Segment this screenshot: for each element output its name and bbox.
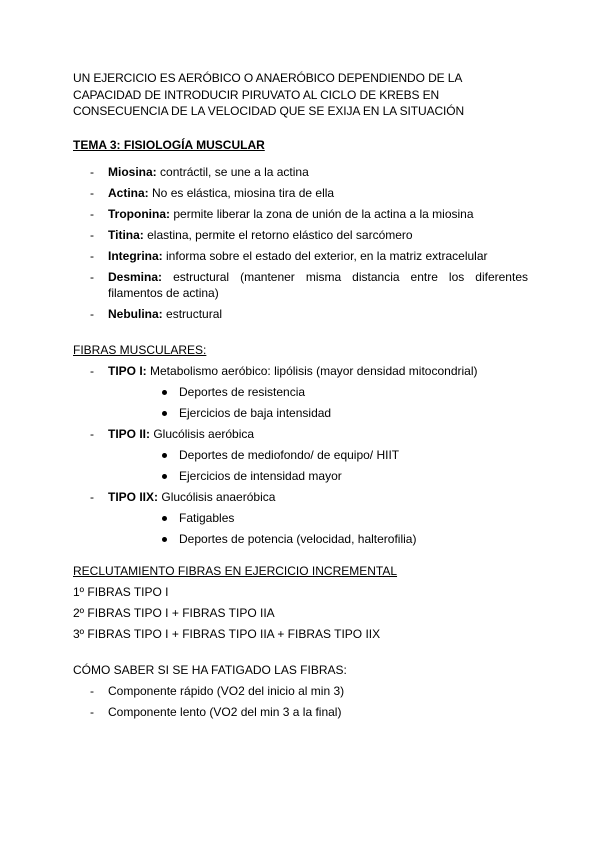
list-item	[73, 269, 528, 301]
list-item	[73, 227, 528, 243]
term: Desmina:	[108, 269, 163, 284]
section-heading-fatiga: CÓMO SABER SI SE HA FATIGADO LAS FIBRAS:	[73, 662, 347, 677]
reclutamiento-lines	[73, 584, 528, 642]
sub-list-item: Deportes de resistencia	[108, 384, 528, 400]
list-item	[73, 164, 528, 180]
description: permite liberar la zona de unión de la actina a la miosina	[173, 206, 474, 221]
term: Miosina:	[108, 164, 157, 179]
description: elastina, permite el retorno elástico del sarcómero	[147, 227, 413, 242]
description: No es elástica, miosina tira de ella	[152, 185, 335, 200]
list-item: - Componente lento (VO2 del min 3 a la final)	[73, 704, 528, 720]
term: Nebulina:	[108, 306, 163, 321]
description: Glucólisis anaeróbica	[161, 489, 276, 504]
term: Titina:	[108, 227, 144, 242]
text-line: 1º FIBRAS TIPO I	[73, 584, 169, 599]
list-item	[73, 206, 528, 222]
list-item	[73, 363, 528, 421]
intro-paragraph: UN EJERCICIO ES AERÓBICO O ANAERÓBICO DEPENDIENDO DE LA CAPACIDAD DE INTRODUCIR PIRUVATO AL CICLO DE KREBS EN CONSECUENCIA DE LA VELOCIDAD QUE SE EXIJA EN LA SITUACIÓN	[73, 71, 465, 118]
description-continued: filamentos de actina)	[108, 285, 219, 300]
description: contráctil, se une a la actina	[160, 164, 309, 179]
list-item	[73, 489, 528, 547]
list-item	[73, 185, 528, 201]
description: Metabolismo aeróbico: lipólisis (mayor densidad mitocondrial)	[150, 363, 478, 378]
term: Troponina:	[108, 206, 170, 221]
list-item: - Componente rápido (VO2 del inicio al min 3)	[73, 683, 528, 699]
sub-list-item: Deportes de potencia (velocidad, halterofilia)	[108, 531, 528, 547]
text-line: 2º FIBRAS TIPO I + FIBRAS TIPO IIA	[73, 605, 275, 620]
term: TIPO IIX:	[108, 489, 159, 504]
sub-list-item: Deportes de mediofondo/ de equipo/ HIIT	[108, 447, 528, 463]
term: TIPO II:	[108, 426, 150, 441]
protein-list	[73, 164, 528, 322]
text-line: 3º FIBRAS TIPO I + FIBRAS TIPO IIA + FIBRAS TIPO IIX	[73, 626, 381, 641]
section-heading-fibras: FIBRAS MUSCULARES:	[73, 342, 207, 357]
sub-list	[108, 510, 528, 547]
description: estructural	[166, 306, 223, 321]
sub-list	[108, 447, 528, 484]
term: TIPO I:	[108, 363, 147, 378]
document-page	[73, 70, 528, 725]
list-item	[73, 248, 528, 264]
section-title-fisiologia: TEMA 3: FISIOLOGÍA MUSCULAR	[73, 137, 265, 152]
justified-line	[108, 269, 528, 285]
fiber-type-list	[73, 363, 528, 547]
list-item	[73, 426, 528, 484]
list-item	[73, 306, 528, 322]
sub-list-item: Fatigables	[108, 510, 528, 526]
term: Integrina:	[108, 248, 163, 263]
description: Glucólisis aeróbica	[153, 426, 255, 441]
description: informa sobre el estado del exterior, en la matriz extracelular	[166, 248, 488, 263]
section-heading-reclutamiento: RECLUTAMIENTO FIBRAS EN EJERCICIO INCREMENTAL	[73, 563, 398, 578]
term: Actina:	[108, 185, 149, 200]
sub-list-item: Ejercicios de intensidad mayor	[108, 468, 528, 484]
sub-list-item: Ejercicios de baja intensidad	[108, 405, 528, 421]
fatiga-list	[73, 683, 528, 720]
description: estructural (mantener misma distancia entre los diferentes	[173, 269, 528, 284]
sub-list	[108, 384, 528, 421]
